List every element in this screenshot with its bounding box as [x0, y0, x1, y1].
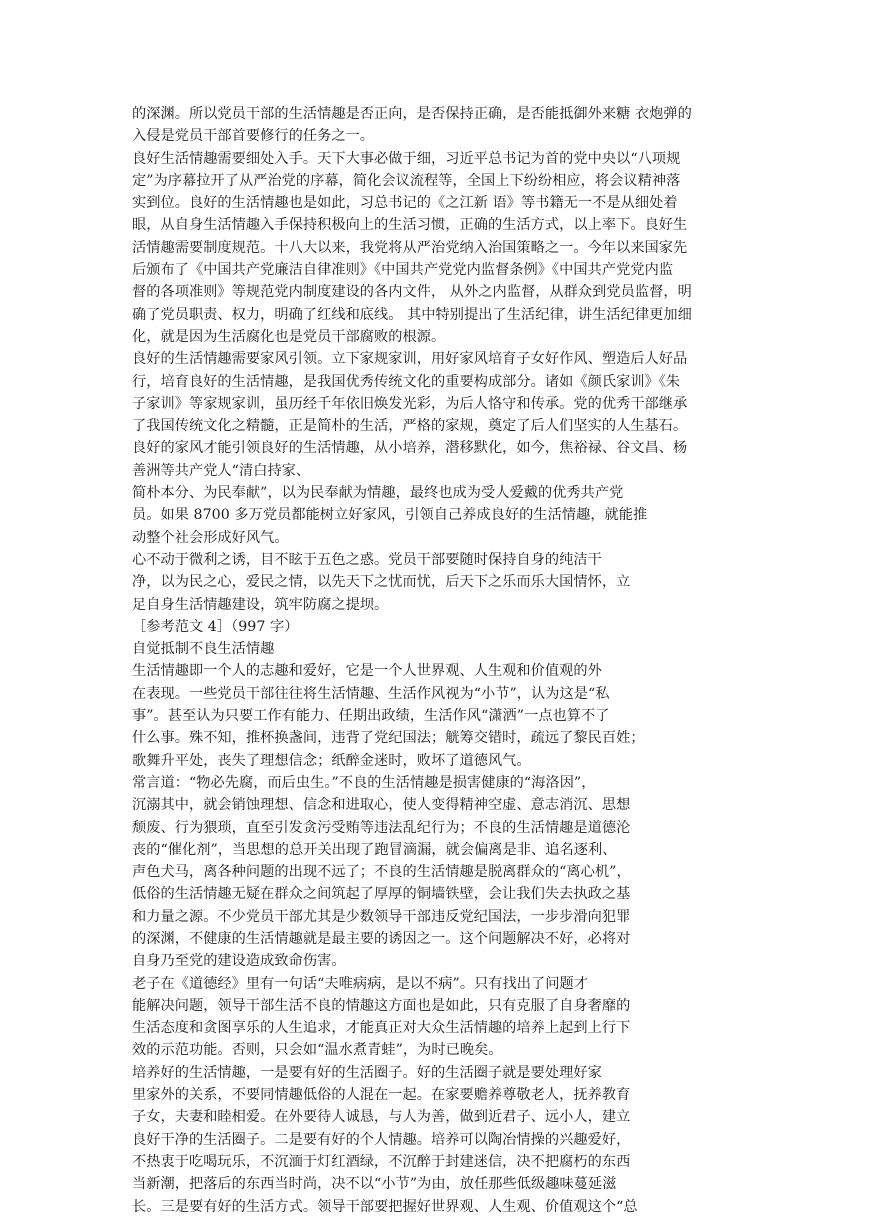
text-line: 后颁布了《中国共产党廉洁自律准则》《中国共产党党内监督条例》《中国共产党党内监 [132, 262, 674, 279]
text-line: 入侵是党员干部首要修行的任务之一。 [132, 128, 375, 145]
text-line: 善洲等共产党人“清白持家、 [132, 462, 311, 479]
text-line: 当新潮，把落后的东西当时尚，决不以“小节”为由，放任那些低级趣味蔓延滋 [132, 1176, 617, 1193]
text-line: 的深渊，不健康的生活情趣就是最主要的诱因之一。这个问题解决不好，必将对 [132, 930, 631, 947]
text-line: 子家训》等家规家训，虽历经千年依旧焕发光彩，为后人恪守和传承。党的优秀干部继承 [132, 395, 688, 412]
text-line: 员。如果 8700 多万党员都能树立好家风，引领自己养成良好的生活情趣，就能推 [132, 507, 648, 524]
text-line: 不热衷于吃喝玩乐，不沉湎于灯红酒绿，不沉醉于封建迷信，决不把腐朽的东西 [132, 1153, 631, 1170]
text-line: 确了党员职责、权力，明确了红线和底线。 其中特别提出了生活纪律，讲生活纪律更加细 [132, 306, 692, 323]
text-line: 简朴本分、为民奉献”，以为民奉献为情趣，最终也成为受人爱戴的优秀共产党 [132, 485, 624, 502]
text-line: 良好生活情趣需要细处入手。天下大事必做于细，习近平总书记为首的党中央以“八项规 [132, 150, 681, 167]
text-line: 良好干净的生活圈子。二是要有好的个人情趣。培养可以陶冶情操的兴趣爱好， [132, 1131, 631, 1148]
text-line: 行，培育良好的生活情趣，是我国优秀传统文化的重要构成部分。诸如《颜氏家训》《朱 [132, 373, 681, 390]
text-line: 和力量之源。不少党员干部尤其是少数领导干部违反党纪国法，一步步滑向犯罪 [132, 908, 631, 925]
text-line: 沉溺其中，就会销蚀理想、信念和进取心，使人变得精神空虚、意志消沉、思想 [132, 797, 631, 814]
text-line: 督的各项准则》等规范党内制度建设的各内文件， 从外之内监督，从群众到党员监督，明 [132, 284, 692, 301]
text-line: 眼，从自身生活情趣入手保持积极向上的生活习惯，正确的生活方式，以上率下。良好生 [132, 217, 688, 234]
text-line: 净，以为民之心，爱民之情，以先天下之忧而忧，后天下之乐而乐大国情怀，立 [132, 574, 631, 591]
text-line: 老子在《道德经》里有一句话“夫唯病病，是以不病”。只有找出了问题才 [132, 975, 588, 992]
text-line: 在表现。一些党员干部往往将生活情趣、生活作风视为“小节”，认为这是“私 [132, 685, 610, 702]
text-line: 低俗的生活情趣无疑在群众之间筑起了厚厚的铜墙铁壁，会让我们失去执政之基 [132, 886, 631, 903]
text-line: 实到位。良好的生活情趣也是如此，习总书记的《之江新 语》等书籍无一不是从细处着 [132, 195, 678, 212]
text-line: 颓废、行为猥琐，直至引发贪污受贿等违法乱纪行为；不良的生活情趣是道德沦 [132, 819, 631, 836]
text-line: 丧的“催化剂”，当思想的总开关出现了跑冒滴漏，就会偏离是非、追名逐利、 [132, 841, 617, 858]
text-line: 能解决问题，领导干部生活不良的情趣这方面也是如此，只有克服了自身奢靡的 [132, 997, 631, 1014]
text-line: 效的示范功能。否则，只会如“温水煮青蛙”，为时已晚矣。 [132, 1042, 503, 1059]
text-line: 良好的生活情趣需要家风引领。立下家规家训，用好家风培育子女好作风、塑造后人好品 [132, 351, 688, 368]
text-line: 自觉抵制不良生活情趣 [132, 641, 275, 658]
text-line: ［参考范文 4］（997 字） [132, 618, 299, 635]
document-page [132, 103, 742, 1218]
text-line: 活情趣需要制度规范。十八大以来，我党将从严治党纳入治国策略之一。今年以来国家先 [132, 239, 688, 256]
text-line: 里家外的关系，不要同情趣低俗的人混在一起。在家要赡养尊敬老人，抚养教育 [132, 1087, 631, 1104]
text-line: 动整个社会形成好风气。 [132, 529, 289, 546]
text-line: 长。三是要有好的生活方式。领导干部要把握好世界观、人生观、价值观这个“总 [132, 1198, 638, 1215]
text-line: 事”。甚至认为只要工作有能力、任期出政绩，生活作风“潇洒”一点也算不了 [132, 708, 610, 725]
text-line: 自身乃至党的建设造成致命伤害。 [132, 953, 346, 970]
text-line: 化，就是因为生活腐化也是党员干部腐败的根源。 [132, 328, 446, 345]
text-line: 生活情趣即一个人的志趣和爱好，它是一个人世界观、人生观和价值观的外 [132, 663, 602, 680]
text-line: 心不动于微利之诱，目不眩于五色之惑。党员干部要随时保持自身的纯洁干 [132, 551, 602, 568]
text-line: 生活态度和贪图享乐的人生追求，才能真正对大众生活情趣的培养上起到上行下 [132, 1020, 631, 1037]
text-line: 子女，夫妻和睦相爱。在外要待人诚恳，与人为善，做到近君子、远小人，建立 [132, 1109, 631, 1126]
text-line: 声色犬马，离各种问题的出现不远了；不良的生活情趣是脱离群众的“离心机”， [132, 864, 631, 881]
text-line: 常言道：“物必先腐，而后虫生。”不良的生活情趣是损害健康的“海洛因”， [132, 774, 596, 791]
text-line: 良好的家风才能引领良好的生活情趣，从小培养，潜移默化，如今，焦裕禄、谷文昌、杨 [132, 440, 688, 457]
text-line: 歌舞升平处，丧失了理想信念；纸醉金迷时，败坏了道德风气。 [132, 752, 531, 769]
text-line: 了我国传统文化之精髓，正是简朴的生活，严格的家规，奠定了后人们坚实的人生基石。 [132, 418, 688, 435]
text-line: 定”为序幕拉开了从严治党的序幕，简化会议流程等，全国上下纷纷相应，将会议精神落 [132, 172, 681, 189]
text-line: 足自身生活情趣建设，筑牢防腐之提坝。 [132, 596, 389, 613]
text-line: 培养好的生活情趣，一是要有好的生活圈子。好的生活圈子就是要处理好家 [132, 1064, 602, 1081]
text-line: 的深渊。所以党员干部的生活情趣是否正向，是否保持正确，是否能抵御外来糖 衣炮弹的 [132, 106, 692, 122]
text-line: 什么事。殊不知，推杯换盏间，违背了党纪国法；觥筹交错时，疏远了黎民百姓； [132, 730, 645, 747]
